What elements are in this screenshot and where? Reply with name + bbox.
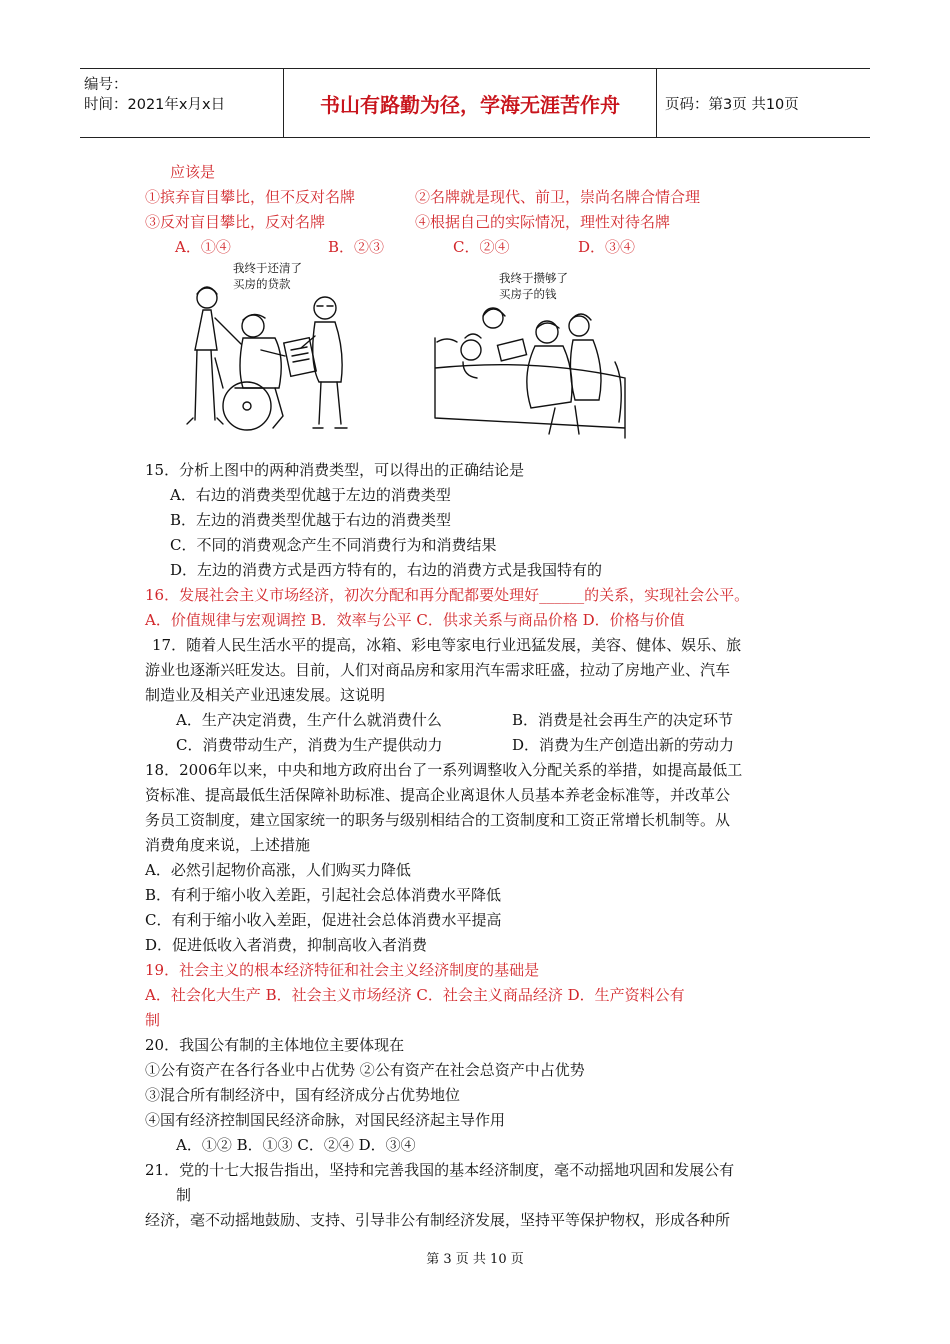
number-label: 编号： <box>84 77 128 93</box>
q15-stem: 15．分析上图中的两种消费类型，可以得出的正确结论是 <box>145 461 525 479</box>
q15-choice-a: A．右边的消费类型优越于左边的消费类型 <box>170 486 451 504</box>
q18-line-1: 18．2006年以来，中央和地方政府出台了一系列调整收入分配关系的举措，如提高最低工 <box>145 761 743 779</box>
q15-choice-d: D．左边的消费方式是西方特有的，右边的消费方式是我国特有的 <box>170 561 603 579</box>
q17-line-3: 制造业及相关产业迅速发展。这说明 <box>145 686 386 704</box>
q17-line-1: 17．随着人民生活水平的提高，冰箱、彩电等家电行业迅猛发展，美容、健体、娱乐、旅 <box>152 636 742 654</box>
q21-line-3: 经济，毫不动摇地鼓励、支持、引导非公有制经济发展，坚持平等保护物权，形成各种所 <box>145 1211 731 1229</box>
left-scene <box>187 287 347 430</box>
q18-line-2: 资标准、提高最低生活保障补助标准、提高企业离退休人员基本养老金标准等，并改革公 <box>145 786 731 804</box>
q14-option-1: ①摈弃盲目攀比，但不反对名牌 <box>145 188 356 206</box>
header-meta <box>80 69 284 137</box>
q17-choice-d: D．消费为生产创造出新的劳动力 <box>512 736 735 754</box>
q18-choice-d: D．促进低收入者消费，抑制高收入者消费 <box>145 936 428 954</box>
q14-choice-d: D．③④ <box>578 238 636 256</box>
q14-choice-a: A．①④ <box>175 238 231 256</box>
q15-choice-b: B．左边的消费类型优越于右边的消费类型 <box>170 511 452 529</box>
q14-stem: 应该是 <box>170 163 216 181</box>
consumption-cartoon <box>175 258 635 448</box>
q17-line-2: 游业也逐渐兴旺发达。目前，人们对商品房和家用汽车需求旺盛，拉动了房地产业、汽车 <box>145 661 731 679</box>
q15-choice-c: C．不同的消费观念产生不同消费行为和消费结果 <box>170 536 497 554</box>
q18-line-4: 消费角度来说，上述措施 <box>145 836 311 854</box>
q14-option-2: ②名牌就是现代、前卫，崇尚名牌合情合理 <box>415 188 701 206</box>
q21-line-1: 21．党的十七大报告指出，坚持和完善我国的基本经济制度，毫不动摇地巩固和发展公有 <box>145 1161 735 1179</box>
q19-tail: 制 <box>145 1011 161 1029</box>
left-caption-1: 我终于还清了 <box>233 261 302 275</box>
q19-stem: 19．社会主义的根本经济特征和社会主义经济制度的基础是 <box>145 961 540 979</box>
right-caption-2: 买房子的钱 <box>499 287 557 301</box>
q21-line-2: 制 <box>176 1186 192 1204</box>
q14-choice-b: B．②③ <box>328 238 385 256</box>
q16-choices: A．价值规律与宏观调控 B．效率与公平 C．供求关系与商品价格 D．价格与价值 <box>145 611 685 629</box>
q17-choice-a: A．生产决定消费，生产什么就消费什么 <box>176 711 442 729</box>
date-label: 时间：2021年x月x日 <box>84 97 226 113</box>
q18-choice-a: A．必然引起物价高涨，人们购买力降低 <box>145 861 411 879</box>
q14-option-3: ③反对盲目攀比，反对名牌 <box>145 213 326 231</box>
q14-choice-c: C．②④ <box>453 238 510 256</box>
q20-option-3: ③混合所有制经济中，国有经济成分占优势地位 <box>145 1086 461 1104</box>
q18-line-3: 务员工资制度，建立国家统一的职务与级别相结合的工资制度和工资正常增长机制等。从 <box>145 811 731 829</box>
q17-choice-c: C．消费带动生产，消费为生产提供动力 <box>176 736 443 754</box>
left-caption-2: 买房的贷款 <box>233 277 291 291</box>
q20-option-4: ④国有经济控制国民经济命脉，对国民经济起主导作用 <box>145 1111 506 1129</box>
q18-choice-b: B．有利于缩小收入差距，引起社会总体消费水平降低 <box>145 886 502 904</box>
page-footer: 第 3 页 共 10 页 <box>426 1252 524 1267</box>
q16-stem: 16．发展社会主义市场经济，初次分配和再分配都要处理好______的关系，实现社会公平。 <box>145 586 750 604</box>
q18-choice-c: C．有利于缩小收入差距，促进社会总体消费水平提高 <box>145 911 502 929</box>
header-motto: 书山有路勤为径，学海无涯苦作舟 <box>284 69 657 137</box>
header-page-info: 页码：第3页 共10页 <box>665 96 799 113</box>
q20-choices: A．①② B．①③ C．②④ D．③④ <box>176 1136 416 1154</box>
right-caption-1: 我终于攒够了 <box>499 271 568 285</box>
q20-options-12: ①公有资产在各行各业中占优势 ②公有资产在社会总资产中占优势 <box>145 1061 585 1079</box>
q20-stem: 20．我国公有制的主体地位主要体现在 <box>145 1036 405 1054</box>
right-scene <box>435 308 625 438</box>
q19-choices: A．社会化大生产 B．社会主义市场经济 C．社会主义商品经济 D．生产资料公有 <box>145 986 685 1004</box>
q17-choice-b: B．消费是社会再生产的决定环节 <box>512 711 734 729</box>
page-header <box>80 68 870 138</box>
q14-option-4: ④根据自己的实际情况，理性对待名牌 <box>415 213 671 231</box>
